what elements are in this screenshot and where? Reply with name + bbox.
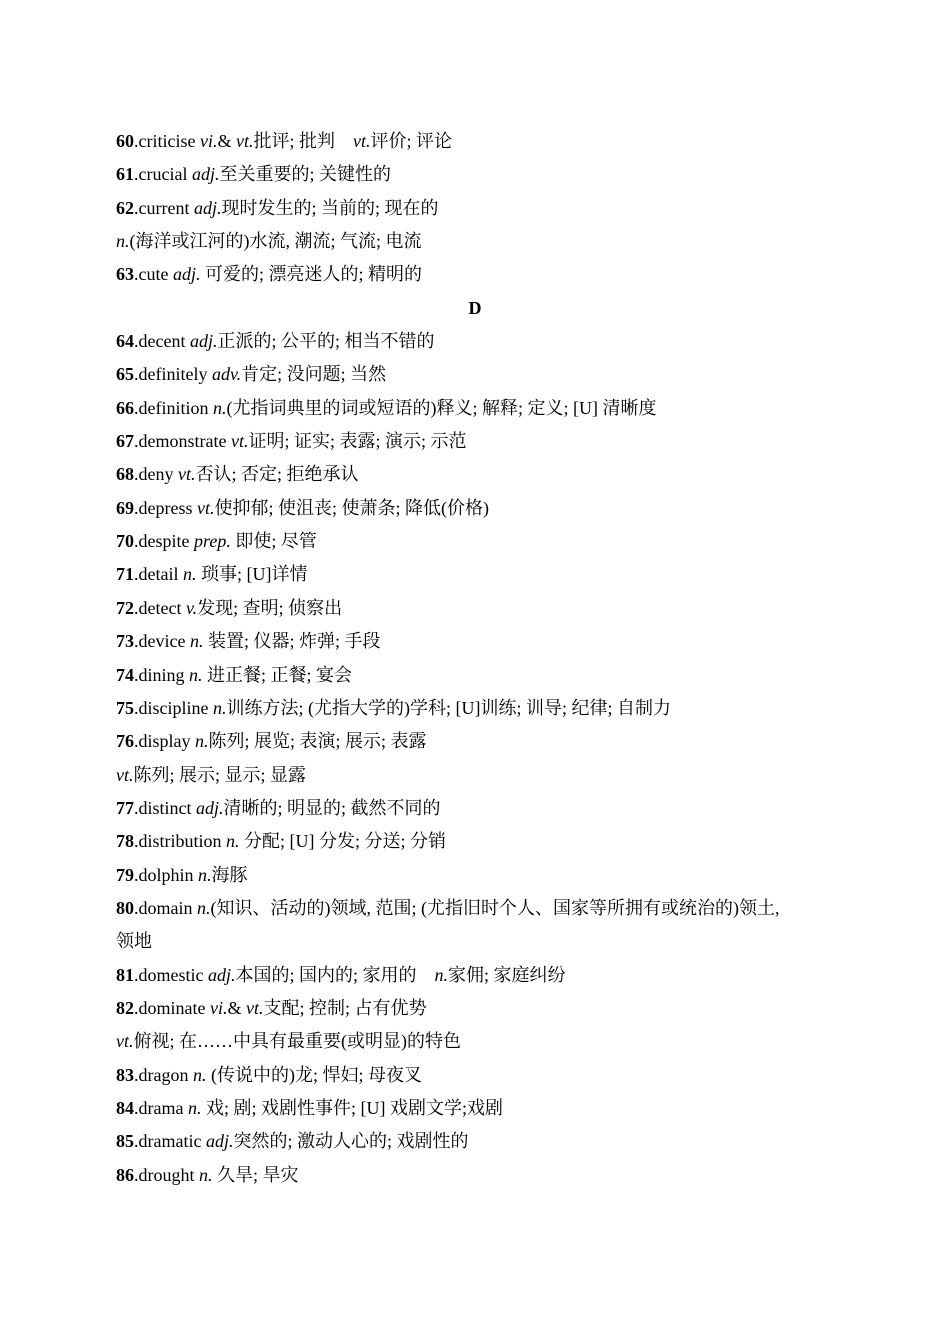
entry-text: 证明; 证实; 表露; 演示; 示范 [248, 431, 467, 452]
vocab-entry [116, 325, 836, 358]
part-of-speech: adj. [172, 264, 201, 285]
entry-text: .drought [134, 1164, 199, 1185]
entry-text: 久旱; 旱灾 [212, 1164, 299, 1185]
vocab-entry [116, 458, 836, 491]
entry-text: 使抑郁; 使沮丧; 使萧条; 降低(价格) [214, 497, 489, 518]
part-of-speech: n. [213, 397, 227, 418]
entry-text: 评价; 评论 [370, 131, 453, 151]
part-of-speech: vt. [116, 764, 134, 785]
vocab-entry [116, 625, 836, 658]
part-of-speech: adj. [193, 197, 222, 218]
vocab-entry [116, 592, 836, 625]
entry-number: 86 [116, 1164, 134, 1185]
entry-text: .dramatic [134, 1131, 206, 1152]
entry-text: 分配; [U] 分发; 分送; 分销 [239, 831, 447, 852]
entry-text: 清晰的; 明显的; 截然不同的 [223, 797, 441, 818]
entry-number: 79 [116, 864, 134, 885]
entry-text: .dolphin [134, 864, 199, 885]
entry-text: .detect [134, 597, 186, 618]
entry-number: 78 [116, 831, 134, 852]
entry-text: .decent [134, 331, 190, 352]
part-of-speech: vt. [353, 131, 371, 151]
entry-text: .device [134, 631, 190, 652]
entry-text: .crucial [134, 164, 192, 185]
vocabulary-list [116, 125, 836, 1192]
entry-text: 肯定; 没问题; 当然 [241, 364, 387, 385]
part-of-speech: adj. [205, 1131, 234, 1152]
entry-text: 戏; 剧; 戏剧性事件; [U] 戏剧文学;戏剧 [201, 1097, 503, 1118]
entry-text: .current [134, 197, 194, 218]
entry-text: 海豚 [211, 864, 248, 885]
part-of-speech: adv. [211, 364, 242, 385]
entry-text: (尤指词典里的词或短语的)释义; 解释; 定义; [U] 清晰度 [226, 397, 657, 418]
entry-text: .drama [134, 1097, 188, 1118]
vocab-entry-continuation [116, 925, 836, 958]
part-of-speech: vt. [230, 431, 249, 452]
entry-text: 即使; 尽管 [230, 531, 317, 552]
entry-number: 81 [116, 964, 134, 985]
entry-text: 装置; 仪器; 炸弹; 手段 [203, 631, 381, 652]
entry-text: 批评; 批判 [253, 131, 354, 151]
entry-text: 琐事; [U]详情 [196, 564, 308, 585]
part-of-speech: prep. [194, 531, 231, 552]
part-of-speech: n. [226, 831, 240, 852]
entry-number: 84 [116, 1097, 134, 1118]
vocab-entry [116, 525, 836, 558]
part-of-speech: adj. [189, 331, 218, 352]
entry-number: 73 [116, 631, 134, 652]
entry-text: 训练方法; (尤指大学的)学科; [U]训练; 训导; 纪律; 自制力 [226, 697, 671, 718]
vocab-entry [116, 158, 836, 191]
vocab-entry [116, 692, 836, 725]
entry-text: & [217, 131, 236, 151]
vocab-entry [116, 1159, 836, 1192]
entry-text: .detail [134, 564, 183, 585]
vocab-entry [116, 825, 836, 858]
part-of-speech: adj. [191, 164, 220, 185]
entry-text: .domestic [134, 964, 208, 985]
vocab-entry [116, 258, 836, 291]
vocab-entry-continuation [116, 225, 836, 258]
entry-text: .dining [134, 664, 190, 685]
entry-number: 69 [116, 497, 134, 518]
part-of-speech: vt. [236, 131, 254, 151]
entry-text: .dragon [134, 1064, 193, 1085]
part-of-speech: n. [192, 1064, 207, 1085]
entry-text: 进正餐; 正餐; 宴会 [202, 664, 353, 685]
entry-number: 70 [116, 531, 134, 552]
entry-text: (传说中的)龙; 悍妇; 母夜叉 [206, 1064, 422, 1085]
entry-text: .criticise [134, 131, 200, 151]
part-of-speech: vt. [246, 997, 264, 1018]
part-of-speech: n. [213, 697, 227, 718]
vocab-entry [116, 959, 836, 992]
entry-number: 72 [116, 597, 134, 618]
part-of-speech: n. [189, 664, 203, 685]
part-of-speech: n. [434, 964, 449, 985]
entry-text: 陈列; 展览; 表演; 展示; 表露 [208, 731, 427, 752]
entry-text: 领地 [116, 931, 152, 952]
entry-number: 63 [116, 264, 134, 285]
entry-text: 否认; 否定; 拒绝承认 [195, 464, 359, 485]
entry-text: .deny [134, 464, 178, 485]
entry-number: 61 [116, 164, 134, 185]
entry-text: 现时发生的; 当前的; 现在的 [221, 197, 439, 218]
entry-text: .display [134, 731, 195, 752]
part-of-speech: n. [197, 897, 211, 918]
entry-text: .discipline [134, 697, 213, 718]
part-of-speech: vt. [116, 1031, 134, 1052]
vocab-entry [116, 492, 836, 525]
part-of-speech: n. [199, 1164, 213, 1185]
entry-text: 至关重要的; 关键性的 [219, 164, 391, 185]
entry-number: 65 [116, 364, 134, 385]
part-of-speech: adj. [196, 797, 224, 818]
entry-number: 67 [116, 431, 134, 452]
part-of-speech: adj. [208, 964, 236, 985]
vocab-entry [116, 859, 836, 892]
entry-text: 陈列; 展示; 显示; 显露 [133, 764, 307, 785]
entry-text: 支配; 控制; 占有优势 [263, 997, 427, 1018]
entry-text: 俯视; 在……中具有最重要(或明显)的特色 [133, 1031, 461, 1052]
part-of-speech: n. [198, 864, 212, 885]
entry-text: .despite [134, 531, 194, 552]
entry-text: 发现; 查明; 侦察出 [197, 597, 343, 618]
entry-text: .domain [134, 897, 197, 918]
entry-text: 可爱的; 漂亮迷人的; 精明的 [200, 264, 423, 285]
part-of-speech: n. [195, 731, 209, 752]
vocab-entry [116, 558, 836, 591]
entry-number: 66 [116, 397, 134, 418]
entry-number: 82 [116, 997, 134, 1018]
entry-text: .dominate [134, 997, 210, 1018]
entry-number: 64 [116, 331, 134, 352]
part-of-speech: n. [187, 1097, 202, 1118]
entry-text: .demonstrate [134, 431, 231, 452]
part-of-speech: n. [116, 231, 130, 252]
part-of-speech: v. [185, 597, 198, 618]
entry-text: .distribution [134, 831, 227, 852]
part-of-speech: n. [182, 564, 197, 585]
entry-text: .definition [134, 397, 213, 418]
vocab-entry [116, 1092, 836, 1125]
entry-text: 家佣; 家庭纠纷 [448, 964, 566, 985]
part-of-speech: vi. [209, 997, 228, 1018]
entry-number: 75 [116, 697, 134, 718]
entry-number: 62 [116, 197, 134, 218]
vocab-entry [116, 358, 836, 391]
entry-text: (海洋或江河的)水流, 潮流; 气流; 电流 [129, 231, 422, 252]
part-of-speech: vi. [199, 131, 218, 151]
vocab-entry [116, 125, 836, 158]
part-of-speech: vt. [178, 464, 196, 485]
entry-text: .definitely [134, 364, 212, 385]
vocab-entry [116, 892, 836, 925]
entry-number: 77 [116, 797, 134, 818]
vocab-entry [116, 792, 836, 825]
entry-text: .distinct [134, 797, 196, 818]
entry-number: 71 [116, 564, 134, 585]
vocab-entry-continuation [116, 759, 836, 792]
vocab-entry [116, 1125, 836, 1158]
entry-number: 80 [116, 897, 134, 918]
vocab-entry [116, 425, 836, 458]
vocab-entry [116, 1059, 836, 1092]
part-of-speech: n. [189, 631, 204, 652]
vocab-entry [116, 392, 836, 425]
vocab-entry-continuation [116, 1025, 836, 1058]
entry-text: 本国的; 国内的; 家用的 [235, 964, 435, 985]
entry-text: & [227, 997, 246, 1018]
entry-number: 60 [116, 131, 134, 151]
entry-number: 83 [116, 1064, 134, 1085]
vocab-entry [116, 725, 836, 758]
entry-number: 74 [116, 664, 134, 685]
entry-number: 76 [116, 731, 134, 752]
vocab-entry [116, 659, 836, 692]
entry-text: 突然的; 激动人心的; 戏剧性的 [233, 1131, 469, 1152]
entry-text: .cute [134, 264, 173, 285]
entry-number: 68 [116, 464, 134, 485]
vocab-entry [116, 192, 836, 225]
vocab-entry [116, 992, 836, 1025]
entry-number: 85 [116, 1131, 134, 1152]
part-of-speech: vt. [196, 497, 215, 518]
entry-text: 正派的; 公平的; 相当不错的 [217, 331, 435, 352]
entry-text: .depress [134, 497, 197, 518]
entry-text: (知识、活动的)领域, 范围; (尤指旧时个人、国家等所拥有或统治的)领土, [210, 897, 780, 918]
section-heading: D [468, 297, 482, 318]
